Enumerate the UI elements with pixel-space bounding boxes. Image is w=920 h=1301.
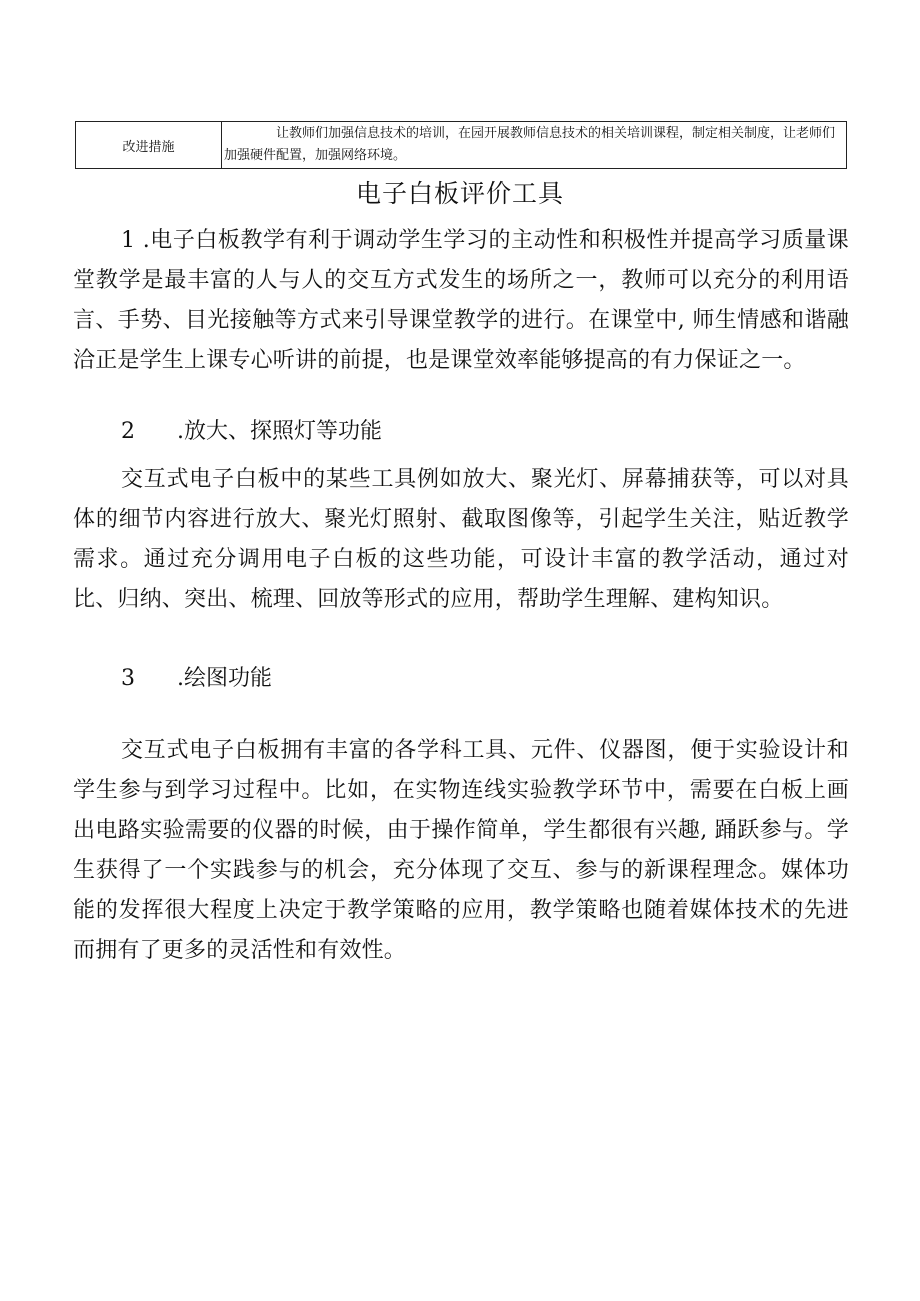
section-3-number: 3 (121, 666, 135, 691)
improvement-table (75, 121, 847, 169)
section-2-heading (121, 412, 382, 452)
section-2-paragraph: 交互式电子白板中的某些工具例如放大、聚光灯、屏幕捕获等，可以对具体的细节内容进行放大、聚光灯照射、截取图像等，引起学生关注，贴近教学需求。通过充分调用电子白板的这些功能，可设计丰富的教学活动，通过对比、归纳、突出、梳理、回放等形式的应用，帮助学生理解、建构知识。 (73, 467, 849, 612)
section-3-paragraph: 交互式电子白板拥有丰富的各学科工具、元件、仪器图，便于实验设计和学生参与到学习过程中。比如，在实物连线实验教学环节中，需要在白板上画出电路实验需要的仪器的时候，由于操作简单，学生都很有兴趣, 踊跃参与。学生获得了一个实践参与的机会，充分体现了交互、参与的新课程理念。媒体功能的发挥很大程度上决定于教学策略的应用，教学策略也随着媒体技术的先进而拥有了更多的灵活性和有效性。 (73, 738, 849, 963)
section-2-number: 2 (121, 419, 135, 444)
table-content-text: 让教师们加强信息技术的培训，在园开展教师信息技术的相关培训课程，制定相关制度，让老师们加强硬件配置，加强网络环境。 (224, 126, 836, 163)
table-label-cell: 改进措施 (76, 122, 222, 169)
table-content-cell (222, 122, 847, 169)
section-3-heading (121, 659, 272, 699)
section-3-heading-text: .绘图功能 (177, 666, 272, 691)
table-row (76, 122, 847, 169)
section-1-paragraph: 1 .电子白板教学有利于调动学生学习的主动性和积极性并提高学习质量课堂教学是最丰富的人与人的交互方式发生的场所之一，教师可以充分的利用语言、手势、目光接触等方式来引导课堂教学的进行。在课堂中, 师生情感和谐融洽正是学生上课专心听讲的前提，也是课堂效率能够提高的有力保证之一。 (73, 228, 849, 373)
document-title: 电子白板评价工具 (355, 179, 564, 208)
section-2-heading-text: .放大、探照灯等功能 (177, 419, 382, 444)
